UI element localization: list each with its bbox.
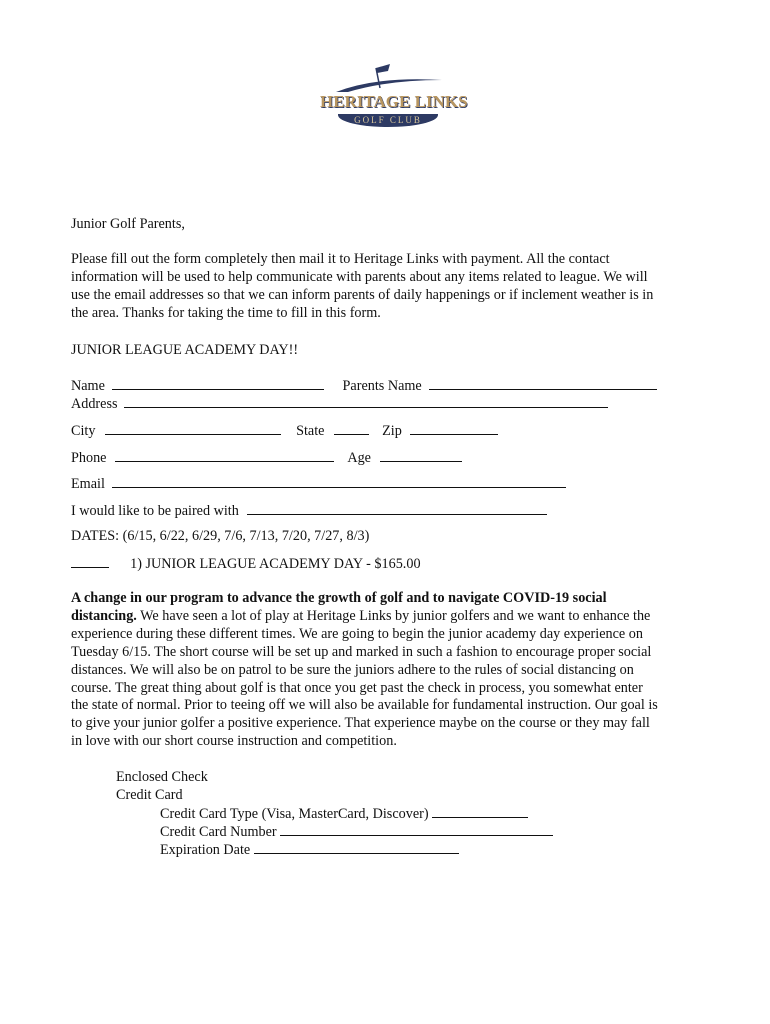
- phone-field[interactable]: [115, 448, 334, 462]
- dates-line: DATES: (6/15, 6/22, 6/29, 7/6, 7/13, 7/20, 7/27, 8/3): [71, 528, 370, 544]
- credit-card-label: Credit Card: [116, 787, 183, 803]
- city-label: City: [71, 423, 96, 439]
- city-field[interactable]: [105, 421, 281, 435]
- age-field[interactable]: [380, 448, 462, 462]
- paired-field[interactable]: [247, 501, 547, 515]
- email-row: [71, 474, 566, 493]
- phone-age-row: [71, 448, 462, 467]
- heritage-links-logo: [318, 58, 468, 134]
- section-title: JUNIOR LEAGUE ACADEMY DAY!!: [71, 342, 299, 358]
- state-field[interactable]: [334, 421, 369, 435]
- intro-line: Please fill out the form completely then mail it to Heritage Links with payment. All the contact: [71, 251, 610, 267]
- phone-label: Phone: [71, 450, 107, 466]
- parents-name-field[interactable]: [429, 376, 657, 390]
- state-label: State: [296, 423, 325, 439]
- city-state-zip-row: [71, 421, 498, 440]
- greeting: Junior Golf Parents,: [71, 216, 185, 232]
- name-row: [71, 376, 657, 395]
- name-label: Name: [71, 378, 105, 394]
- logo-name: HERITAGE LINKS: [320, 92, 468, 111]
- expiration-label: Expiration Date: [160, 842, 251, 858]
- paired-label: I would like to be paired with: [71, 503, 239, 519]
- body-line: Tuesday 6/15. The short course will be set up and marked in such a fashion to encourage proper social: [71, 643, 652, 660]
- body-line: [71, 608, 703, 626]
- card-type-field[interactable]: [432, 804, 528, 818]
- body-line: to give your junior golfer a positive experience. That experience maybe on the course or they may fall: [71, 715, 650, 732]
- intro-line: information will be used to help communicate with parents about any items related to league. We will: [71, 268, 648, 285]
- parents-name-label: Parents Name: [342, 378, 422, 394]
- card-number-label: Credit Card Number: [160, 824, 277, 840]
- address-field[interactable]: [124, 394, 608, 408]
- zip-field[interactable]: [410, 421, 498, 435]
- body-paragraph: [71, 590, 703, 751]
- intro-line: use the email addresses so that we can inform parents of daily happenings or if inclement weather is in: [71, 286, 654, 303]
- address-row: [71, 394, 608, 413]
- option-label: 1) JUNIOR LEAGUE ACADEMY DAY - $165.00: [130, 556, 421, 572]
- card-type-label: Credit Card Type (Visa, MasterCard, Discover): [160, 806, 429, 822]
- body-bold-heading-end: distancing.: [71, 607, 137, 624]
- address-label: Address: [71, 396, 118, 412]
- intro-paragraph: [71, 251, 703, 323]
- body-line: the state of normal. Prior to teeing off we will also be available for fundamental instruction. Our goal is: [71, 697, 658, 714]
- card-number-field[interactable]: [280, 822, 553, 836]
- body-line-rest: We have seen a lot of play at Heritage Links by junior golfers and we want to enhance the: [136, 607, 651, 624]
- option-row: [71, 554, 421, 573]
- intro-line: the area. Thanks for taking the time to fill in this form.: [71, 304, 381, 321]
- email-label: Email: [71, 476, 105, 492]
- age-label: Age: [347, 450, 371, 466]
- expiration-field[interactable]: [254, 840, 459, 854]
- card-number-row: [160, 822, 553, 841]
- name-field[interactable]: [112, 376, 324, 390]
- card-type-row: [160, 804, 528, 823]
- body-line: experience during these different times. We are going to begin the junior academy day experience on: [71, 625, 643, 642]
- enclosed-check-label: Enclosed Check: [116, 769, 208, 785]
- expiration-row: [160, 840, 459, 859]
- paired-row: [71, 501, 547, 520]
- logo-subtitle: GOLF CLUB: [338, 114, 438, 127]
- body-line: course. The great thing about golf is that once you get past the check in process, you somewhat enter: [71, 679, 643, 696]
- body-bold-heading: A change in our program to advance the growth of golf and to navigate COVID-19 social: [71, 590, 607, 606]
- zip-label: Zip: [382, 423, 402, 439]
- option-checkbox[interactable]: [71, 554, 109, 568]
- email-field[interactable]: [112, 474, 566, 488]
- body-line: in love with our short course instruction and competition.: [71, 733, 397, 750]
- body-line: distances. We will also be on patrol to be sure the juniors adhere to the rules of social distancing on: [71, 661, 634, 678]
